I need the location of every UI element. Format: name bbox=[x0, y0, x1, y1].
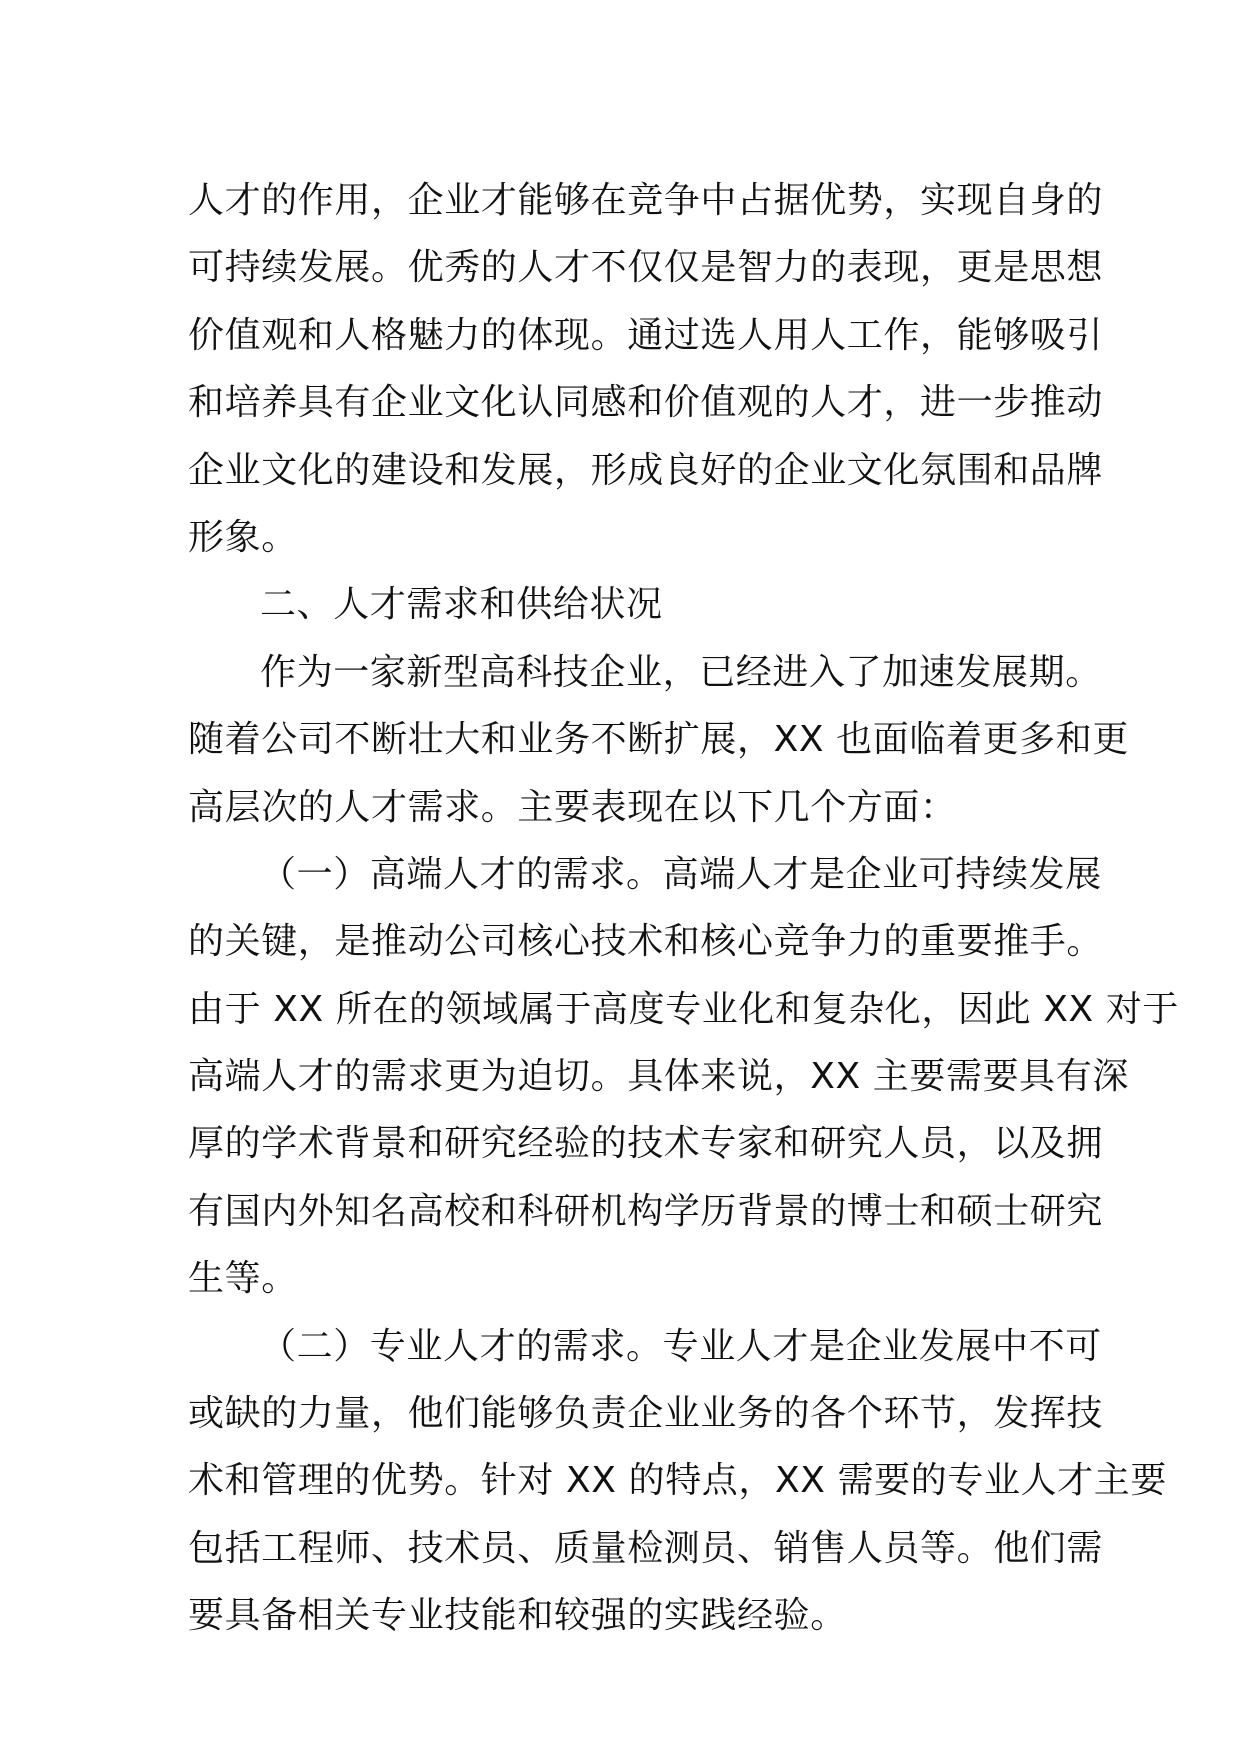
text-line: 术和管理的优势。针对 XX 的特点，XX 需要的专业人才主要 bbox=[188, 1460, 1167, 1502]
text-line: 随着公司不断壮大和业务不断扩展，XX 也面临着更多和更 bbox=[188, 719, 1129, 761]
text-line: 高层次的人才需求。主要表现在以下几个方面： bbox=[188, 786, 957, 828]
text-line: 企业文化的建设和发展，形成良好的企业文化氛围和品牌 bbox=[188, 449, 1104, 491]
text-line: 形象。 bbox=[188, 516, 298, 558]
text-line: 由于 XX 所在的领域属于高度专业化和复杂化，因此 XX 对于 bbox=[188, 988, 1180, 1030]
text-line: 包括工程师、技术员、质量检测员、销售人员等。他们需 bbox=[188, 1527, 1104, 1569]
text-line: 人才的作用，企业才能够在竞争中占据优势，实现自身的 bbox=[188, 180, 1104, 221]
text-line: 或缺的力量，他们能够负责企业业务的各个环节，发挥技 bbox=[188, 1393, 1104, 1435]
text-line: 要具备相关专业技能和较强的实践经验。 bbox=[188, 1595, 847, 1637]
text-line: 生等。 bbox=[188, 1258, 298, 1300]
text-line: （一）高端人才的需求。高端人才是企业可持续发展 bbox=[260, 853, 1102, 895]
document-body bbox=[188, 167, 1180, 1650]
text-line: 和培养具有企业文化认同感和价值观的人才，进一步推动 bbox=[188, 382, 1104, 424]
text-line: 可持续发展。优秀的人才不仅仅是智力的表现，更是思想 bbox=[188, 247, 1104, 289]
text-line: 作为一家新型高科技企业，已经进入了加速发展期。 bbox=[260, 651, 1102, 693]
text-line: 厚的学术背景和研究经验的技术专家和研究人员，以及拥 bbox=[188, 1123, 1104, 1165]
text-line: （二）专业人才的需求。专业人才是企业发展中不可 bbox=[260, 1325, 1102, 1367]
text-line: 的关键，是推动公司核心技术和核心竞争力的重要推手。 bbox=[188, 921, 1104, 963]
text-line: 二、人才需求和供给状况 bbox=[260, 584, 663, 626]
text-line: 高端人才的需求更为迫切。具体来说，XX 主要需要具有深 bbox=[188, 1056, 1129, 1098]
text-line: 有国内外知名高校和科研机构学历背景的博士和硕士研究 bbox=[188, 1190, 1104, 1232]
text-line: 价值观和人格魅力的体现。通过选人用人工作，能够吸引 bbox=[188, 314, 1104, 356]
